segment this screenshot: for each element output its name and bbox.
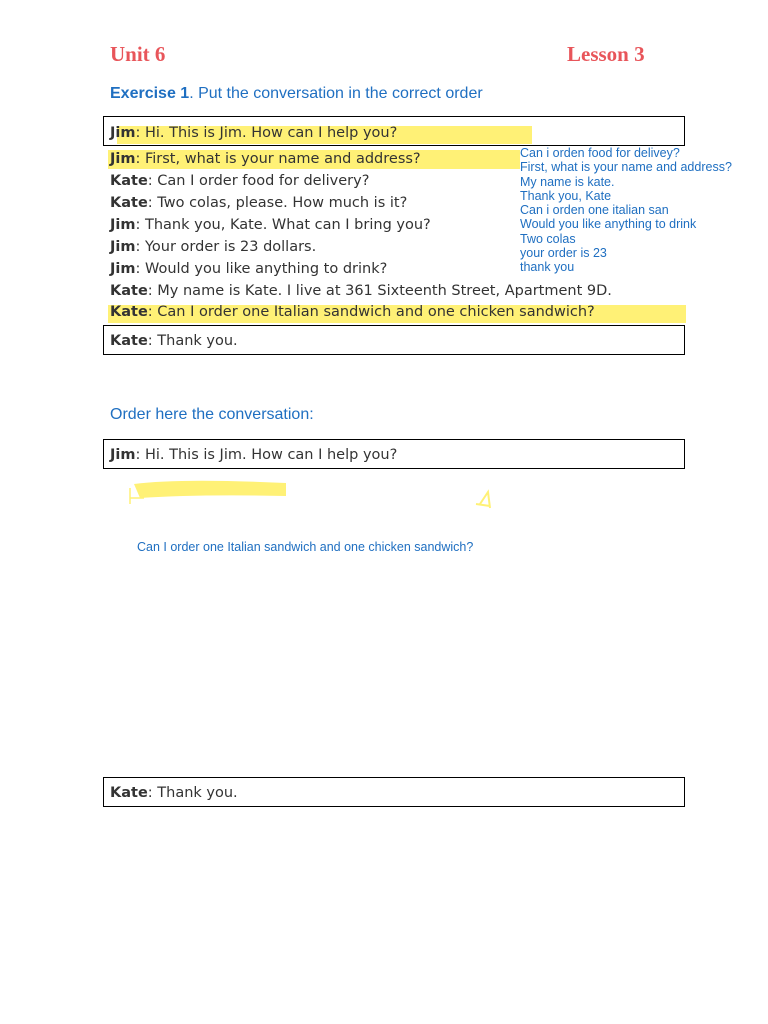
note-line: Would you like anything to drink [520,217,697,232]
lesson-title: Lesson 3 [567,42,645,66]
note-line: Can i orden food for delivey? [520,146,680,160]
exercise-label: Exercise 1 [110,85,190,102]
order-last-line: Kate: Thank you. [110,785,238,801]
note-line: your order is 23 [520,246,607,261]
highlighter-scribble [120,470,510,520]
conversation-line: Kate: My name is Kate. I live at 361 Sixteenth Street, Apartment 9D. [110,283,612,299]
conversation-line: Jim: Thank you, Kate. What can I bring you? [110,217,431,233]
side-notes [520,146,732,275]
exercise-heading [110,85,483,103]
conversation-line: Kate: Two colas, please. How much is it? [110,195,408,211]
typed-answer[interactable]: Can I order one Italian sandwich and one chicken sandwich? [137,540,474,554]
conversation-line: Kate: Thank you. [110,333,238,349]
note-line: First, what is your name and address? [520,160,732,175]
conversation-line: Kate: Can I order food for delivery? [110,173,370,189]
note-line: Thank you, Kate [520,188,612,203]
conversation-line: Jim: Hi. This is Jim. How can I help you? [110,125,398,141]
unit-title: Unit 6 [110,42,166,66]
conversation-line: Jim: Would you like anything to drink? [110,261,388,277]
order-heading: Order here the conversation: [110,406,314,423]
conversation-line: Jim: Your order is 23 dollars. [110,239,317,255]
conversation-line: Jim: First, what is your name and address? [110,151,421,167]
order-first-line: Jim: Hi. This is Jim. How can I help you? [110,447,398,463]
exercise-instruction: . Put the conversation in the correct order [189,85,483,102]
note-line: My name is kate. [520,174,615,189]
conversation-line: Kate: Can I order one Italian sandwich and one chicken sandwich? [110,304,595,320]
note-line: Two colas [520,231,576,246]
note-line: Can i orden one italian san [520,203,669,218]
note-line: thank you [520,260,575,275]
